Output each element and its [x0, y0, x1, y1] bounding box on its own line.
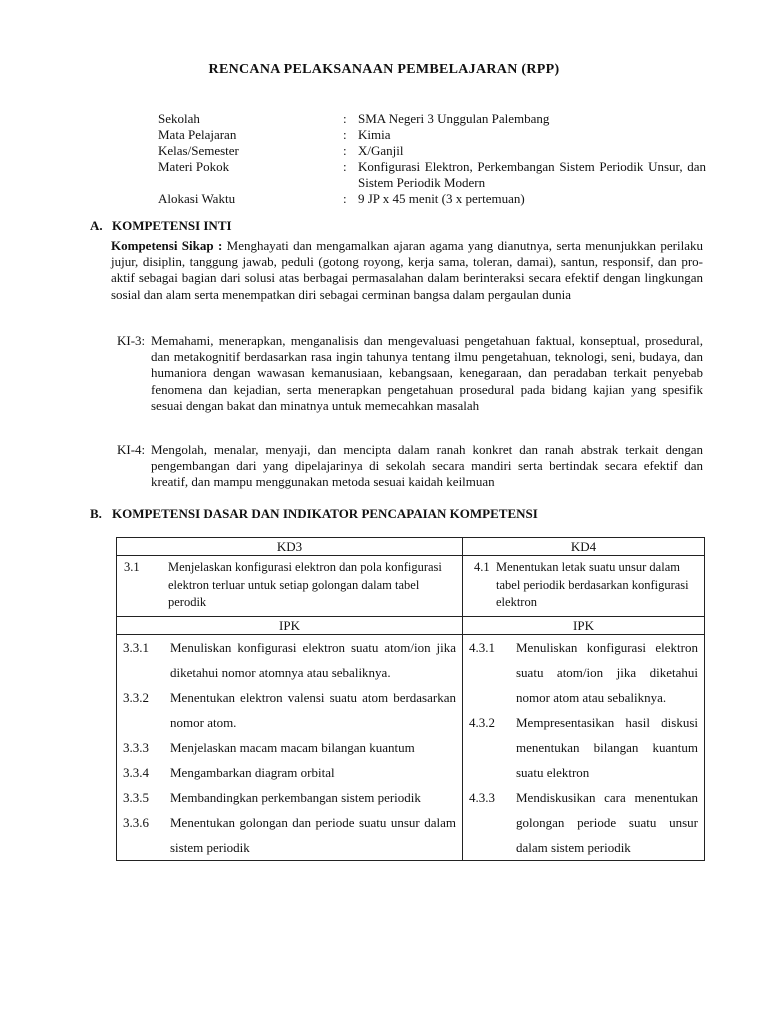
ipk-number: 3.3.2: [123, 689, 149, 705]
identity-label: Materi Pokok: [158, 159, 230, 174]
section-letter: A.: [90, 218, 103, 233]
ipk-text: Menjelaskan macam macam bilangan kuantum: [170, 739, 415, 755]
kd-ipk-table: [116, 537, 705, 861]
identity-value: SMA Negeri 3 Unggulan Palembang: [358, 111, 550, 126]
kd4-text: Menentukan letak suatu unsur dalam tabel periodik berdasarkan konfigurasi elektron: [496, 560, 689, 609]
section-title: KOMPETENSI INTI: [112, 218, 232, 233]
ipk-text: Menuliskan konfigurasi elektron suatu atom/ion jika diketahui nomor atomnya atau sebaliknya.: [170, 639, 456, 680]
identity-label: Kelas/Semester: [158, 143, 239, 158]
sikap-text: Menghayati dan mengamalkan ajaran agama yang dianutnya, serta menunjukkan perilaku jujur, disiplin, tanggung jawab, peduli (gotong royong, kerja sama, toleran, damai), santun, responsif, dan pro-aktif sebagai bagian dari solusi atas berbagai permasalahan dalam berinteraksi secara efektif dengan lingkungan sosial dan alam serta menempatkan diri sebagai cerminan bangsa dalam pergaulan dunia: [111, 238, 703, 302]
identity-value: Kimia: [358, 127, 391, 142]
ki-3-text: Memahami, menerapkan, menganalisis dan mengevaluasi pengetahuan faktual, konseptual, prosedural, dan metakognitif berdasarkan rasa ingin tahunya tentang ilmu pengetahuan, teknologi, seni, budaya, dan humaniora dengan wawasan kemanusiaan, kebangsaan, kenegaraan, dan peradaban terkait penyebab fenomena dan kejadian, serta menerapkan pengetahuan prosedural pada bidang kajian yang spesifik sesuai dengan bakat dan minatnya untuk memecahkan masalah: [151, 333, 703, 413]
ipk-number: 3.3.5: [123, 789, 149, 805]
ipk-number: 3.3.6: [123, 814, 149, 830]
section-letter: B.: [90, 506, 102, 521]
kd4-number: 4.1: [474, 560, 490, 574]
ipk-number: 4.3.2: [469, 714, 495, 730]
ki-4-block: [117, 442, 703, 491]
list-item: [123, 760, 456, 785]
ki-4-text: Mengolah, menalar, menyaji, dan mencipta dalam ranah konkret dan ranah abstrak terkait dengan pengembangan dari yang dipelajarinya di sekolah secara mandiri serta bertindak secara efektif dan kreatif, dan mampu menggunakan metoda sesuai kaidah keilmuan: [151, 442, 703, 490]
ipk-text: Mengambarkan diagram orbital: [170, 764, 335, 780]
identity-value: X/Ganjil: [358, 143, 404, 158]
ipk-row: [117, 634, 705, 860]
list-item: [123, 685, 456, 735]
list-item: [469, 710, 698, 785]
kompetensi-sikap: [111, 238, 703, 303]
table-header-row: [117, 538, 705, 556]
ipk-number: 4.3.1: [469, 639, 495, 655]
identity-colon: :: [343, 111, 347, 126]
list-item: [123, 735, 456, 760]
identity-colon: :: [343, 159, 347, 174]
identity-row-topic: [158, 159, 706, 191]
ipk-number: 3.3.1: [123, 639, 149, 655]
ki-4-label: KI-4:: [117, 442, 146, 457]
list-item: [469, 635, 698, 710]
list-item: [123, 785, 456, 810]
kd3-cell: [117, 556, 463, 617]
ipk-text: Menentukan golongan dan periode suatu unsur dalam sistem periodik: [170, 814, 456, 855]
ipk-text: Mempresentasikan hasil diskusi menentukan bilangan kuantum suatu elektron: [516, 714, 698, 780]
ipk4-cell: [463, 634, 705, 860]
list-item: [123, 810, 456, 860]
identity-colon: :: [343, 143, 347, 158]
identity-row-school: [158, 111, 706, 127]
identity-value: Konfigurasi Elektron, Perkembangan Sistem Periodik Unsur, dan Sistem Periodik Modern: [358, 159, 706, 190]
identity-label: Alokasi Waktu: [158, 191, 236, 206]
ipk-text: Mendiskusikan cara menentukan golongan periode suatu unsur dalam sistem periodik: [516, 789, 698, 855]
kd3-header: KD3: [117, 538, 463, 556]
ipk-number: 4.3.3: [469, 789, 495, 805]
section-a-heading: [90, 218, 232, 234]
ki-3-block: [117, 333, 703, 414]
ipk-header-left: IPK: [117, 616, 463, 634]
ipk-text: Membandingkan perkembangan sistem periodik: [170, 789, 421, 805]
ipk-number: 3.3.4: [123, 764, 149, 780]
ipk3-cell: [117, 634, 463, 860]
kd3-text: Menjelaskan konfigurasi elektron dan pola konfigurasi elektron terluar untuk setiap golongan dalam tabel perodik: [168, 560, 442, 609]
identity-label: Sekolah: [158, 111, 200, 126]
ipk-text: Menuliskan konfigurasi elektron suatu atom/ion jika diketahui nomor atom atau sebaliknya.: [516, 639, 698, 705]
ipk-header-row: [117, 616, 705, 634]
kd3-number: 3.1: [124, 560, 140, 574]
identity-label: Mata Pelajaran: [158, 127, 237, 142]
kd4-cell: [463, 556, 705, 617]
ipk-header-right: IPK: [463, 616, 705, 634]
identity-colon: :: [343, 127, 347, 142]
ipk-number: 3.3.3: [123, 739, 149, 755]
document-title: RENCANA PELAKSANAAN PEMBELAJARAN (RPP): [208, 62, 560, 77]
identity-block: [158, 111, 706, 207]
section-b-heading: [90, 506, 538, 522]
identity-row-class: [158, 143, 706, 159]
kd4-header: KD4: [463, 538, 705, 556]
identity-row-subject: [158, 127, 706, 143]
kd-row: [117, 556, 705, 617]
section-title: KOMPETENSI DASAR DAN INDIKATOR PENCAPAIAN KOMPETENSI: [112, 506, 538, 521]
list-item: [469, 785, 698, 860]
ki-3-label: KI-3:: [117, 333, 146, 348]
sikap-label: Kompetensi Sikap :: [111, 238, 223, 253]
identity-row-time: [158, 191, 706, 207]
identity-colon: :: [343, 191, 347, 206]
list-item: [123, 635, 456, 685]
identity-value: 9 JP x 45 menit (3 x pertemuan): [358, 191, 525, 206]
ipk-text: Menentukan elektron valensi suatu atom berdasarkan nomor atom.: [170, 689, 456, 730]
